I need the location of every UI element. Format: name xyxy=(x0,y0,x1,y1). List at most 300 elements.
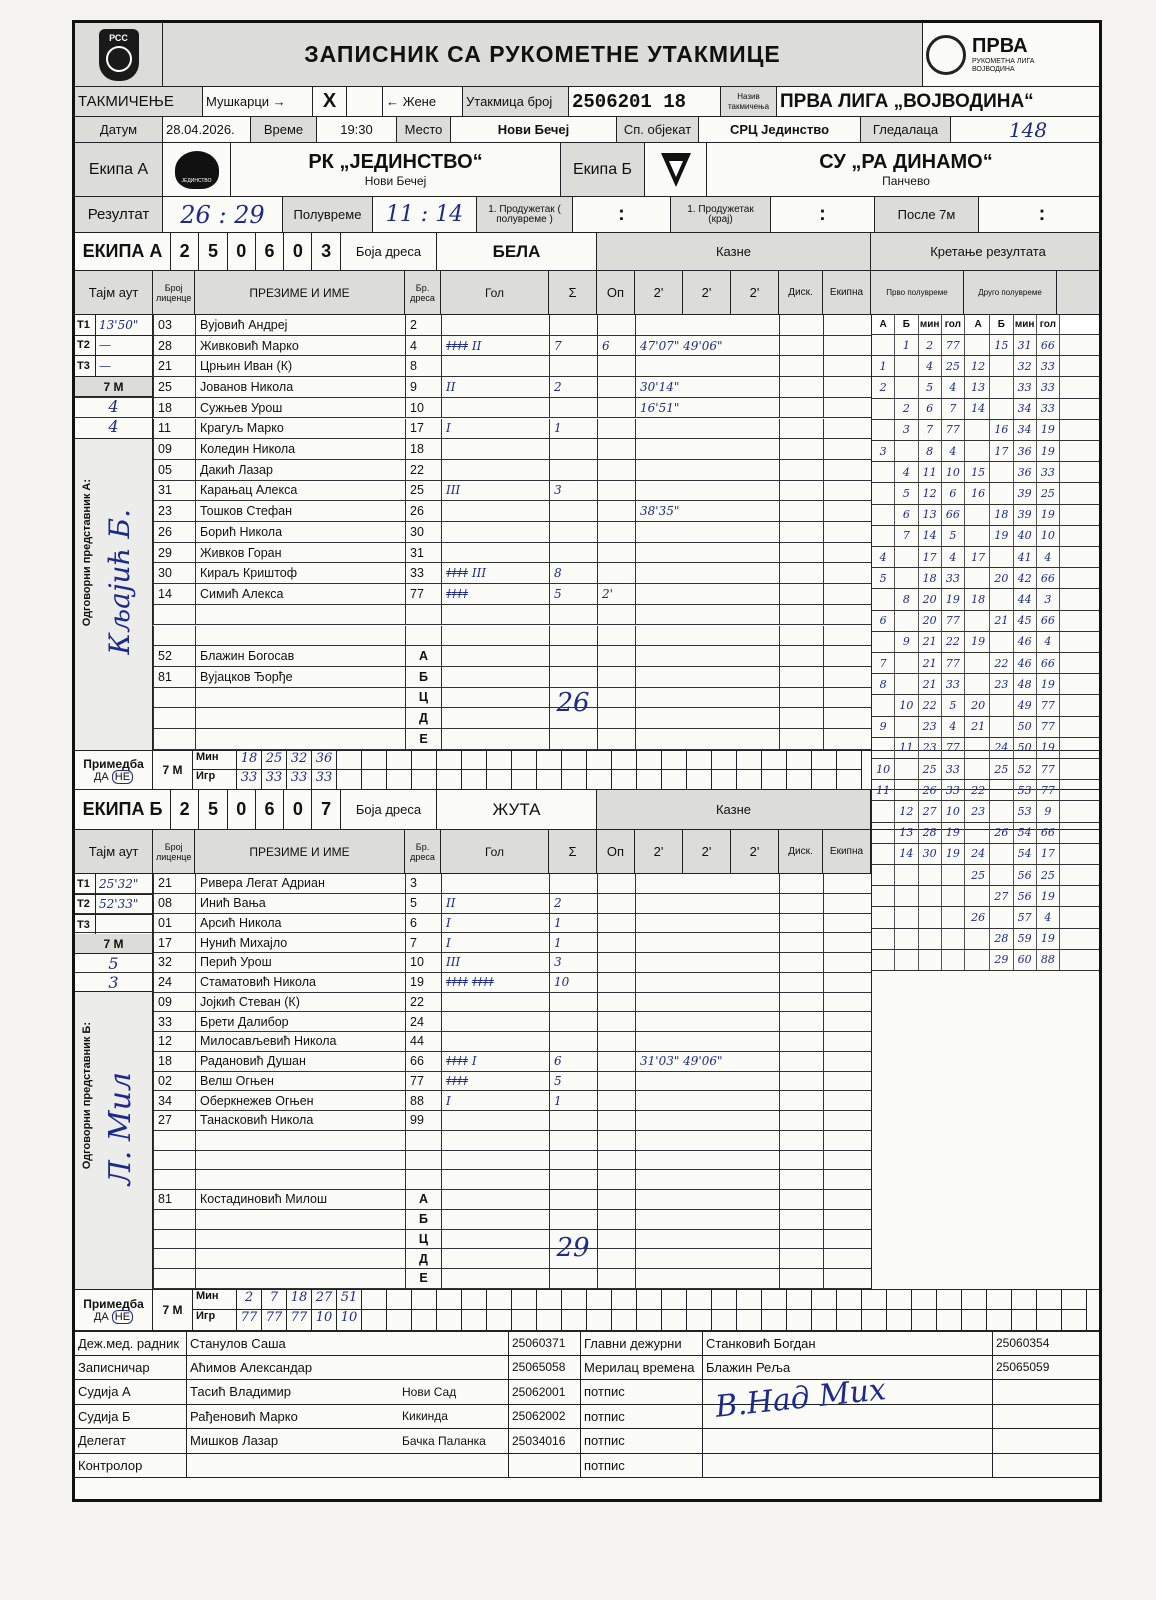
seven-m-cell xyxy=(562,751,587,789)
progress-cell: 33 xyxy=(942,674,965,694)
player-jersey-number: 22 xyxy=(405,993,441,1012)
player-2min xyxy=(635,1249,779,1268)
progress-cell: 40 xyxy=(1014,526,1037,546)
player-jersey-number: 44 xyxy=(405,1032,441,1051)
player-license xyxy=(153,708,195,728)
progress-cell: 77 xyxy=(1037,717,1060,737)
team-b-remark-yes: ДА xyxy=(93,1311,109,1323)
team-b-7m-grid xyxy=(193,1290,1102,1330)
spectators-value: 148 xyxy=(1008,117,1048,142)
seven-m-cell xyxy=(487,1290,512,1330)
seven-m-min xyxy=(737,1290,761,1310)
progress-row xyxy=(872,886,1102,907)
seven-m-igr: 77 xyxy=(290,1310,308,1325)
player-license: 28 xyxy=(153,336,195,356)
seven-m-igr xyxy=(512,1310,536,1330)
progress-cell: 13 xyxy=(967,377,990,397)
player-jersey-number: 66 xyxy=(405,1052,441,1071)
progress-cell: 4 xyxy=(942,377,965,397)
progress-cell: 21 xyxy=(990,611,1013,631)
seven-m-min xyxy=(687,1290,711,1310)
seven-m-min xyxy=(462,1290,486,1310)
player-goal-sum xyxy=(549,356,597,376)
seven-m-igr: 77 xyxy=(265,1310,283,1325)
player-name: Ривера Легат Адриан xyxy=(195,874,405,893)
player-goals: ǂǂǂǂ II xyxy=(441,336,549,356)
progress-cell xyxy=(872,420,895,440)
progress-cell xyxy=(872,399,895,419)
player-warning xyxy=(597,914,635,933)
player-name: Дакић Лазар xyxy=(195,460,405,480)
player-report xyxy=(823,894,871,913)
player-warning xyxy=(597,1190,635,1209)
col-sum: Σ xyxy=(549,271,597,314)
seven-m-min xyxy=(387,751,411,770)
player-goals: III xyxy=(441,481,549,501)
player-disq xyxy=(779,1032,823,1051)
seven-m-min xyxy=(787,1290,811,1310)
player-license: 18 xyxy=(153,398,195,418)
team-b-code xyxy=(171,790,341,829)
seven-m-igr xyxy=(387,1310,411,1330)
officials-signature: В.Над Мих xyxy=(713,1372,888,1425)
progress-cell xyxy=(872,483,895,503)
player-report xyxy=(823,1210,871,1229)
player-goals: III xyxy=(441,953,549,972)
footer-name: Аћимов Александар xyxy=(190,1359,313,1375)
player-disq xyxy=(779,953,823,972)
seven-m-min xyxy=(487,751,511,770)
player-2min: 38'35" xyxy=(635,501,779,521)
player-warning xyxy=(597,1230,635,1249)
progress-row xyxy=(872,780,1102,801)
progress-cell: 36 xyxy=(1014,462,1037,482)
progress-cell xyxy=(967,674,990,694)
seven-m-igr xyxy=(837,1310,861,1330)
progress-cell: 31 xyxy=(1014,335,1037,355)
timeout-row xyxy=(75,874,153,895)
player-license: 34 xyxy=(153,1091,195,1110)
progress-cell xyxy=(872,929,895,949)
player-report xyxy=(823,1131,871,1150)
progress-cell: 50 xyxy=(1014,717,1037,737)
seven-m-igr xyxy=(1037,1310,1061,1330)
footer-role: Судија Б xyxy=(75,1405,187,1429)
progress-cell xyxy=(872,695,895,715)
player-disq xyxy=(779,933,823,952)
league-ball-icon xyxy=(926,35,966,75)
progress-cell xyxy=(967,420,990,440)
progress-cell: 39 xyxy=(1014,483,1037,503)
match-number: 2506201 18 xyxy=(569,87,721,116)
progress-cell: 66 xyxy=(1037,611,1060,631)
progress-cell: 4 xyxy=(872,547,895,567)
player-disq xyxy=(779,646,823,666)
progress-cell: 18 xyxy=(990,505,1013,525)
player-goal-sum: 1 xyxy=(549,419,597,439)
player-goal-sum xyxy=(549,315,597,335)
player-row xyxy=(75,315,871,336)
progress-cell: 18 xyxy=(967,589,990,609)
team-b-label: Екипа Б xyxy=(561,143,645,196)
player-warning xyxy=(597,315,635,335)
footer-code: 25060371 xyxy=(509,1332,581,1355)
progress-cell xyxy=(990,844,1013,864)
player-row xyxy=(75,933,871,953)
progress-cell: 33 xyxy=(1037,462,1060,482)
col-jersey: Бр. дреса xyxy=(405,271,441,314)
team-a-7m-grid xyxy=(193,751,871,789)
player-row xyxy=(75,914,871,934)
progress-cell: 33 xyxy=(942,759,965,779)
player-jersey-number: 18 xyxy=(405,439,441,459)
player-license: 03 xyxy=(153,315,195,335)
progress-cell: 5 xyxy=(919,377,942,397)
player-name xyxy=(195,1151,405,1170)
player-disq xyxy=(779,1151,823,1170)
place-label: Место xyxy=(397,117,451,142)
timeout-value: 52'33" xyxy=(95,895,138,915)
player-goal-sum xyxy=(549,605,597,625)
player-jersey-number: Ц xyxy=(405,688,441,708)
seven-m-igr xyxy=(1012,1310,1036,1330)
progress-cell xyxy=(967,335,990,355)
player-goal-sum xyxy=(549,1190,597,1209)
progress-row xyxy=(872,801,1102,822)
player-warning xyxy=(597,605,635,625)
player-license xyxy=(153,1230,195,1249)
player-2min xyxy=(635,543,779,563)
seven-m-min xyxy=(912,1290,936,1310)
player-warning xyxy=(597,708,635,728)
player-disq xyxy=(779,398,823,418)
player-goals xyxy=(441,1249,549,1268)
player-report xyxy=(823,1190,871,1209)
player-2min xyxy=(635,315,779,335)
seven-m-min xyxy=(812,1290,836,1310)
seven-m-cell xyxy=(512,751,537,789)
seven-m-min xyxy=(412,1290,436,1310)
timeout-row xyxy=(75,915,153,936)
footer-name2: Блажин Реља xyxy=(703,1356,993,1380)
player-warning: 2' xyxy=(597,584,635,604)
team-a-rep-signature: Кљајић Б. xyxy=(103,509,136,655)
player-warning xyxy=(597,501,635,521)
team-b-remark-label: Примедба xyxy=(83,1297,144,1311)
seven-m-cell xyxy=(712,751,737,789)
seven-m-cell xyxy=(737,1290,762,1330)
place-value: Нови Бечеј xyxy=(451,117,617,142)
player-report xyxy=(823,993,871,1012)
player-jersey-number: 8 xyxy=(405,356,441,376)
progress-cell: 20 xyxy=(919,611,942,631)
progress-row xyxy=(872,653,1102,674)
player-warning xyxy=(597,1012,635,1031)
player-license: 01 xyxy=(153,914,195,933)
player-jersey-number: 3 xyxy=(405,874,441,893)
player-jersey-number: 10 xyxy=(405,953,441,972)
team-a-logo-text: ЈЕДИНСТВО xyxy=(181,177,212,184)
progress-cell: 17 xyxy=(1037,844,1060,864)
progress-cell: 4 xyxy=(942,547,965,567)
player-goals xyxy=(441,356,549,376)
player-2min: 31'03" 49'06" xyxy=(635,1052,779,1071)
col-disq: Диск. xyxy=(779,271,823,314)
footer-role2: потпис xyxy=(581,1429,703,1453)
player-goals: ǂǂǂǂ III xyxy=(441,563,549,583)
progress-cell xyxy=(895,611,918,631)
player-goals xyxy=(441,993,549,1012)
footer-code: 25062001 xyxy=(509,1380,581,1404)
player-jersey-number: А xyxy=(405,646,441,666)
progress-cell: 66 xyxy=(942,505,965,525)
progress-row xyxy=(872,929,1102,950)
player-goal-sum xyxy=(549,439,597,459)
seven-m-cell xyxy=(812,751,837,789)
progress-cell: 41 xyxy=(1014,547,1037,567)
progress-cell xyxy=(990,377,1013,397)
timeout-label: T1 xyxy=(77,877,90,890)
progress-cell: 45 xyxy=(1014,611,1037,631)
seven-m-igr xyxy=(587,770,611,789)
seven-m-cell xyxy=(812,1290,837,1330)
player-goals xyxy=(441,398,549,418)
player-jersey-number: 6 xyxy=(405,914,441,933)
progress-cell: 21 xyxy=(967,717,990,737)
player-row xyxy=(75,584,871,605)
progress-cell: 19 xyxy=(1037,420,1060,440)
player-goals: I xyxy=(441,1091,549,1110)
seven-m-cell xyxy=(437,1290,462,1330)
progress-cell: 33 xyxy=(1037,399,1060,419)
seven-m-labels xyxy=(193,1290,237,1330)
progress-row xyxy=(872,483,1102,504)
progress-cell: 9 xyxy=(872,717,895,737)
timeout-value: — xyxy=(95,356,111,376)
seven-m-igr xyxy=(487,1310,511,1330)
progress-cell xyxy=(990,865,1013,885)
player-disq xyxy=(779,605,823,625)
team-a-7m-label xyxy=(75,377,153,397)
player-name: Костадиновић Милош xyxy=(195,1190,405,1209)
player-2min xyxy=(635,973,779,992)
seven-m-igr xyxy=(562,770,586,789)
player-goals xyxy=(441,1032,549,1051)
player-name: Кираљ Криштоф xyxy=(195,563,405,583)
player-license: 09 xyxy=(153,439,195,459)
player-license: 81 xyxy=(153,667,195,687)
progress-cell xyxy=(990,695,1013,715)
team-code-digit: 6 xyxy=(256,233,284,270)
progress-cell xyxy=(895,886,918,906)
progress-cell: 4 xyxy=(1037,547,1060,567)
player-report xyxy=(823,605,871,625)
footer-name: Рађеновић Марко xyxy=(190,1408,298,1424)
player-name xyxy=(195,1170,405,1189)
footer-row xyxy=(75,1405,1102,1430)
progress-row xyxy=(872,717,1102,738)
player-jersey-number: Б xyxy=(405,667,441,687)
team-code-digit: 2 xyxy=(171,233,199,270)
progress-cell xyxy=(872,823,895,843)
player-2min xyxy=(635,1072,779,1091)
progress-cell: 33 xyxy=(1037,356,1060,376)
seven-m-igr xyxy=(787,1310,811,1330)
player-name: Танасковић Никола xyxy=(195,1111,405,1130)
progress-cell xyxy=(895,780,918,800)
player-warning xyxy=(597,1052,635,1071)
player-name: Црњин Иван (К) xyxy=(195,356,405,376)
seven-m-igr: 33 xyxy=(315,770,333,785)
timeout-label: T3 xyxy=(77,918,90,931)
progress-cell xyxy=(967,505,990,525)
progress-cell: 26 xyxy=(990,823,1013,843)
player-disq xyxy=(779,1091,823,1110)
seven-m-min-label: Мин xyxy=(193,751,236,770)
progress-cell xyxy=(990,907,1013,927)
progress-cell: 25 xyxy=(1037,483,1060,503)
player-report xyxy=(823,1111,871,1130)
progress-cell: 28 xyxy=(990,929,1013,949)
progress-cell: 9 xyxy=(1037,801,1060,821)
player-warning xyxy=(597,1032,635,1051)
player-row xyxy=(75,993,871,1013)
player-row xyxy=(75,563,871,584)
team-b-body xyxy=(75,874,871,1289)
player-jersey-number: 19 xyxy=(405,973,441,992)
progress-row xyxy=(872,611,1102,632)
player-goal-sum xyxy=(549,1111,597,1130)
team-a-name: РК „ЈЕДИНСТВО“ xyxy=(308,151,483,173)
timeout-label: T1 xyxy=(77,318,90,331)
seven-m-igr xyxy=(1062,1310,1086,1330)
player-row xyxy=(75,1210,871,1230)
player-warning xyxy=(597,894,635,913)
player-license xyxy=(153,605,195,625)
progress-cell: 22 xyxy=(919,695,942,715)
footer-city: Нови Сад xyxy=(399,1380,509,1404)
player-goal-sum: 1 xyxy=(549,933,597,952)
player-warning xyxy=(597,356,635,376)
player-license xyxy=(153,729,195,749)
seven-m-min xyxy=(1012,1290,1036,1310)
progress-cell: 19 xyxy=(1037,441,1060,461)
player-report xyxy=(823,1072,871,1091)
seven-m-igr xyxy=(487,770,511,789)
player-row xyxy=(75,1111,871,1131)
player-row xyxy=(75,626,871,647)
federation-logo-text: РСС xyxy=(109,32,128,43)
progress-cell: 11 xyxy=(872,780,895,800)
progress-cell: 22 xyxy=(990,653,1013,673)
seven-m-cell xyxy=(687,1290,712,1330)
seven-m-igr: 10 xyxy=(315,1310,333,1325)
seven-m-igr xyxy=(687,1310,711,1330)
player-warning xyxy=(597,688,635,708)
seven-m-min xyxy=(487,1290,511,1310)
player-license xyxy=(153,1151,195,1170)
seven-m-min xyxy=(587,751,611,770)
player-2min: 30'14" xyxy=(635,377,779,397)
seven-m-cell xyxy=(937,1290,962,1330)
progress-cell: 33 xyxy=(942,780,965,800)
player-row xyxy=(75,605,871,626)
player-name: Радановић Душан xyxy=(195,1052,405,1071)
progress-cell: 32 xyxy=(1014,356,1037,376)
player-license xyxy=(153,688,195,708)
seven-m-min xyxy=(787,751,811,770)
progress-cell: 10 xyxy=(1037,526,1060,546)
seven-m-min xyxy=(512,1290,536,1310)
progress-cell: 60 xyxy=(1014,950,1037,970)
player-goals: ǂǂǂǂ xyxy=(441,1072,549,1091)
progress-cell: 33 xyxy=(1037,377,1060,397)
score-progress-grid xyxy=(871,315,1102,971)
seven-m-cell xyxy=(762,1290,787,1330)
footer-code: 25034016 xyxy=(509,1429,581,1453)
progress-cell: 17 xyxy=(990,441,1013,461)
progress-row xyxy=(872,632,1102,653)
league-logo-sub: РУКОМЕТНА ЛИГА ВОЈВОДИНА xyxy=(972,58,1035,73)
progress-row xyxy=(872,377,1102,398)
league-logo-text: ПРВА xyxy=(972,35,1028,57)
progress-cell: 4 xyxy=(1037,632,1060,652)
player-disq xyxy=(779,626,823,646)
player-disq xyxy=(779,356,823,376)
seven-m-min xyxy=(412,751,436,770)
seven-m-cell xyxy=(412,1290,437,1330)
player-license: 08 xyxy=(153,894,195,913)
progress-cell: 19 xyxy=(1037,886,1060,906)
player-2min xyxy=(635,356,779,376)
player-goal-sum xyxy=(549,993,597,1012)
seven-m-igr xyxy=(662,1310,686,1330)
progress-row xyxy=(872,738,1102,759)
player-2min xyxy=(635,646,779,666)
progress-col-label: А xyxy=(967,315,990,334)
player-row xyxy=(75,667,871,688)
player-goal-sum: 2 xyxy=(549,377,597,397)
player-warning xyxy=(597,377,635,397)
progress-cell: 39 xyxy=(1014,505,1037,525)
player-license: 11 xyxy=(153,419,195,439)
progress-cell xyxy=(895,441,918,461)
progress-cell: 52 xyxy=(1014,759,1037,779)
progress-cell: 16 xyxy=(990,420,1013,440)
player-name xyxy=(195,1131,405,1150)
player-2min xyxy=(635,953,779,972)
timeout-value: — xyxy=(95,336,111,356)
player-license: 32 xyxy=(153,953,195,972)
player-goals xyxy=(441,646,549,666)
player-2min xyxy=(635,1230,779,1249)
progress-cell: 15 xyxy=(990,335,1013,355)
team-b-timeouts xyxy=(75,874,153,934)
progress-cell xyxy=(967,526,990,546)
progress-cell: 18 xyxy=(919,568,942,588)
seven-m-min xyxy=(637,1290,661,1310)
competition-row xyxy=(75,87,1099,117)
ot1-value: : xyxy=(573,197,671,232)
player-goal-sum xyxy=(549,522,597,542)
player-row xyxy=(75,894,871,914)
player-row xyxy=(75,398,871,419)
seven-m-min xyxy=(687,751,711,770)
progress-cell: 12 xyxy=(895,801,918,821)
progress-cell xyxy=(872,738,895,758)
team-b-remark-cell xyxy=(75,1290,153,1330)
seven-m-min xyxy=(537,1290,561,1310)
